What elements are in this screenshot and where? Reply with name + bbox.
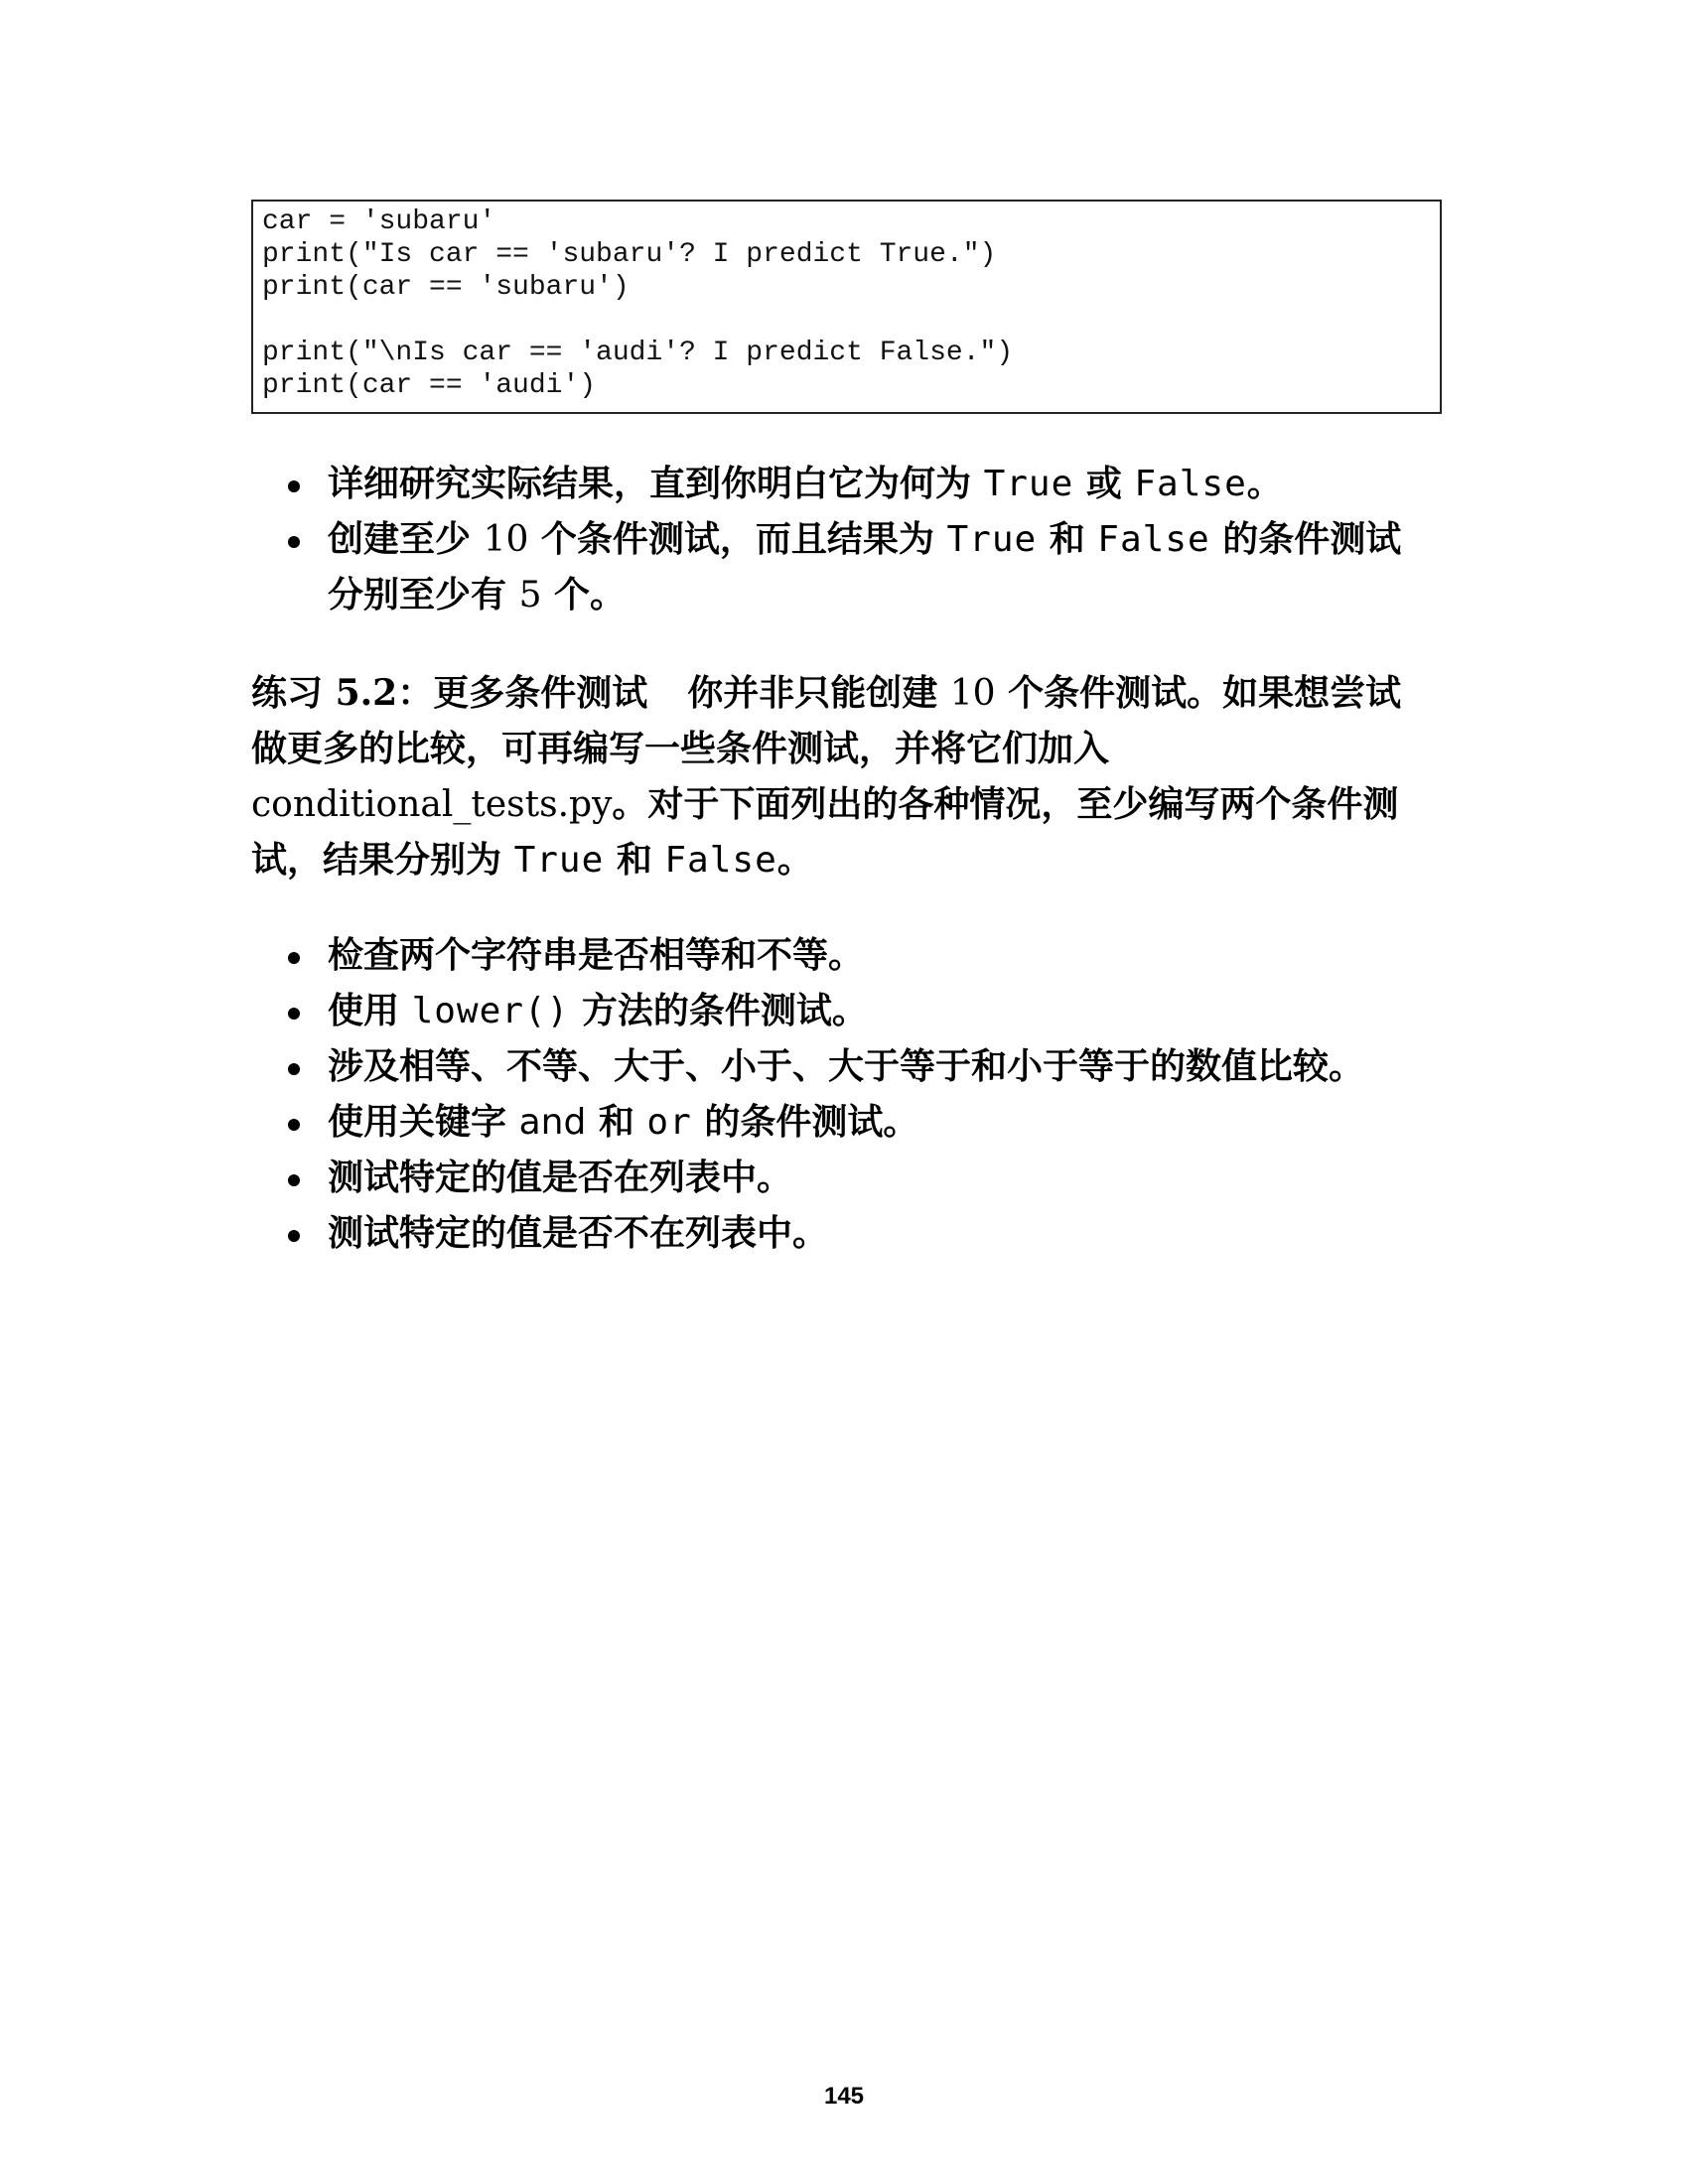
list-item	[288, 1095, 1430, 1151]
exercise-text: 个条件测试。如果想尝试做更多的比较，可再编写一些条件测试，并将它们加入	[251, 673, 1402, 769]
bullet-text: 使用	[328, 991, 400, 1031]
top-bullet-list	[288, 457, 1430, 623]
bullet-text: 方法的条件测试。	[581, 991, 868, 1031]
exercise-number: 5.2	[335, 672, 398, 714]
bullet-text: 和	[1049, 519, 1085, 560]
code-line: print(car == 'audi')	[262, 370, 597, 401]
exercise-text: 你并非只能创建	[687, 673, 938, 714]
inline-code: False	[664, 840, 777, 881]
bullet-text: 使用关键字	[328, 1102, 507, 1143]
bullet-text: 测试特定的值是否不在列表中。	[328, 1213, 829, 1254]
bullet-text: 。	[1246, 464, 1283, 504]
bullet-text: 和	[598, 1102, 634, 1143]
exercise-text: 。	[776, 840, 813, 881]
exercise-text: 和	[616, 840, 652, 881]
list-item	[288, 457, 1430, 512]
code-line-blank	[262, 304, 1431, 337]
inline-code: True	[513, 840, 605, 881]
inline-number: 10	[483, 519, 529, 560]
inline-code: False	[1134, 464, 1247, 504]
list-item	[288, 1206, 1430, 1262]
bullet-text: 检查两个字符串是否相等和不等。	[328, 935, 865, 976]
inline-code: True	[946, 519, 1038, 560]
bullet-text: 的条件测试。	[704, 1102, 919, 1143]
code-line: print("\nIs car == 'audi'? I predict False.")	[262, 338, 1014, 368]
inline-number: 10	[949, 673, 996, 714]
exercise-title: ：更多条件测试	[397, 673, 648, 714]
code-line: print(car == 'subaru')	[262, 272, 630, 303]
list-item	[288, 1039, 1430, 1095]
list-item	[288, 512, 1430, 623]
bullet-text: 创建至少	[328, 519, 472, 560]
bullet-text: 个。	[554, 575, 627, 615]
code-block	[251, 200, 1442, 414]
inline-code: False	[1097, 519, 1210, 560]
filename: conditional_tests.py	[251, 784, 613, 825]
bullet-text: 个条件测试，而且结果为	[540, 519, 934, 560]
inline-code: True	[983, 464, 1074, 504]
inline-code: lower()	[411, 991, 570, 1031]
code-line: car = 'subaru'	[262, 206, 496, 237]
exercise-paragraph	[251, 665, 1423, 888]
bullet-text: 或	[1085, 464, 1122, 504]
keyword: or	[646, 1102, 692, 1143]
inline-number: 5	[518, 575, 542, 615]
bullet-text: 涉及相等、不等、大于、小于、大于等于和小于等于的数值比较。	[328, 1046, 1365, 1087]
code-line: print("Is car == 'subaru'? I predict True.")	[262, 239, 997, 270]
exercise-label: 练习	[251, 673, 324, 714]
bullet-text: 的条件测试分别至少有	[328, 519, 1402, 615]
page-number: 145	[823, 2083, 865, 2110]
list-item	[288, 928, 1430, 984]
bullet-text: 测试特定的值是否在列表中。	[328, 1158, 793, 1198]
bottom-bullet-list	[288, 928, 1430, 1262]
list-item	[288, 984, 1430, 1039]
list-item	[288, 1151, 1430, 1206]
keyword: and	[518, 1102, 587, 1143]
bullet-text: 详细研究实际结果，直到你明白它为何为	[328, 464, 972, 504]
exercise-text: 。对于下面列出的各种情况，至少编写两个条件测试，结果分别为	[251, 784, 1399, 881]
